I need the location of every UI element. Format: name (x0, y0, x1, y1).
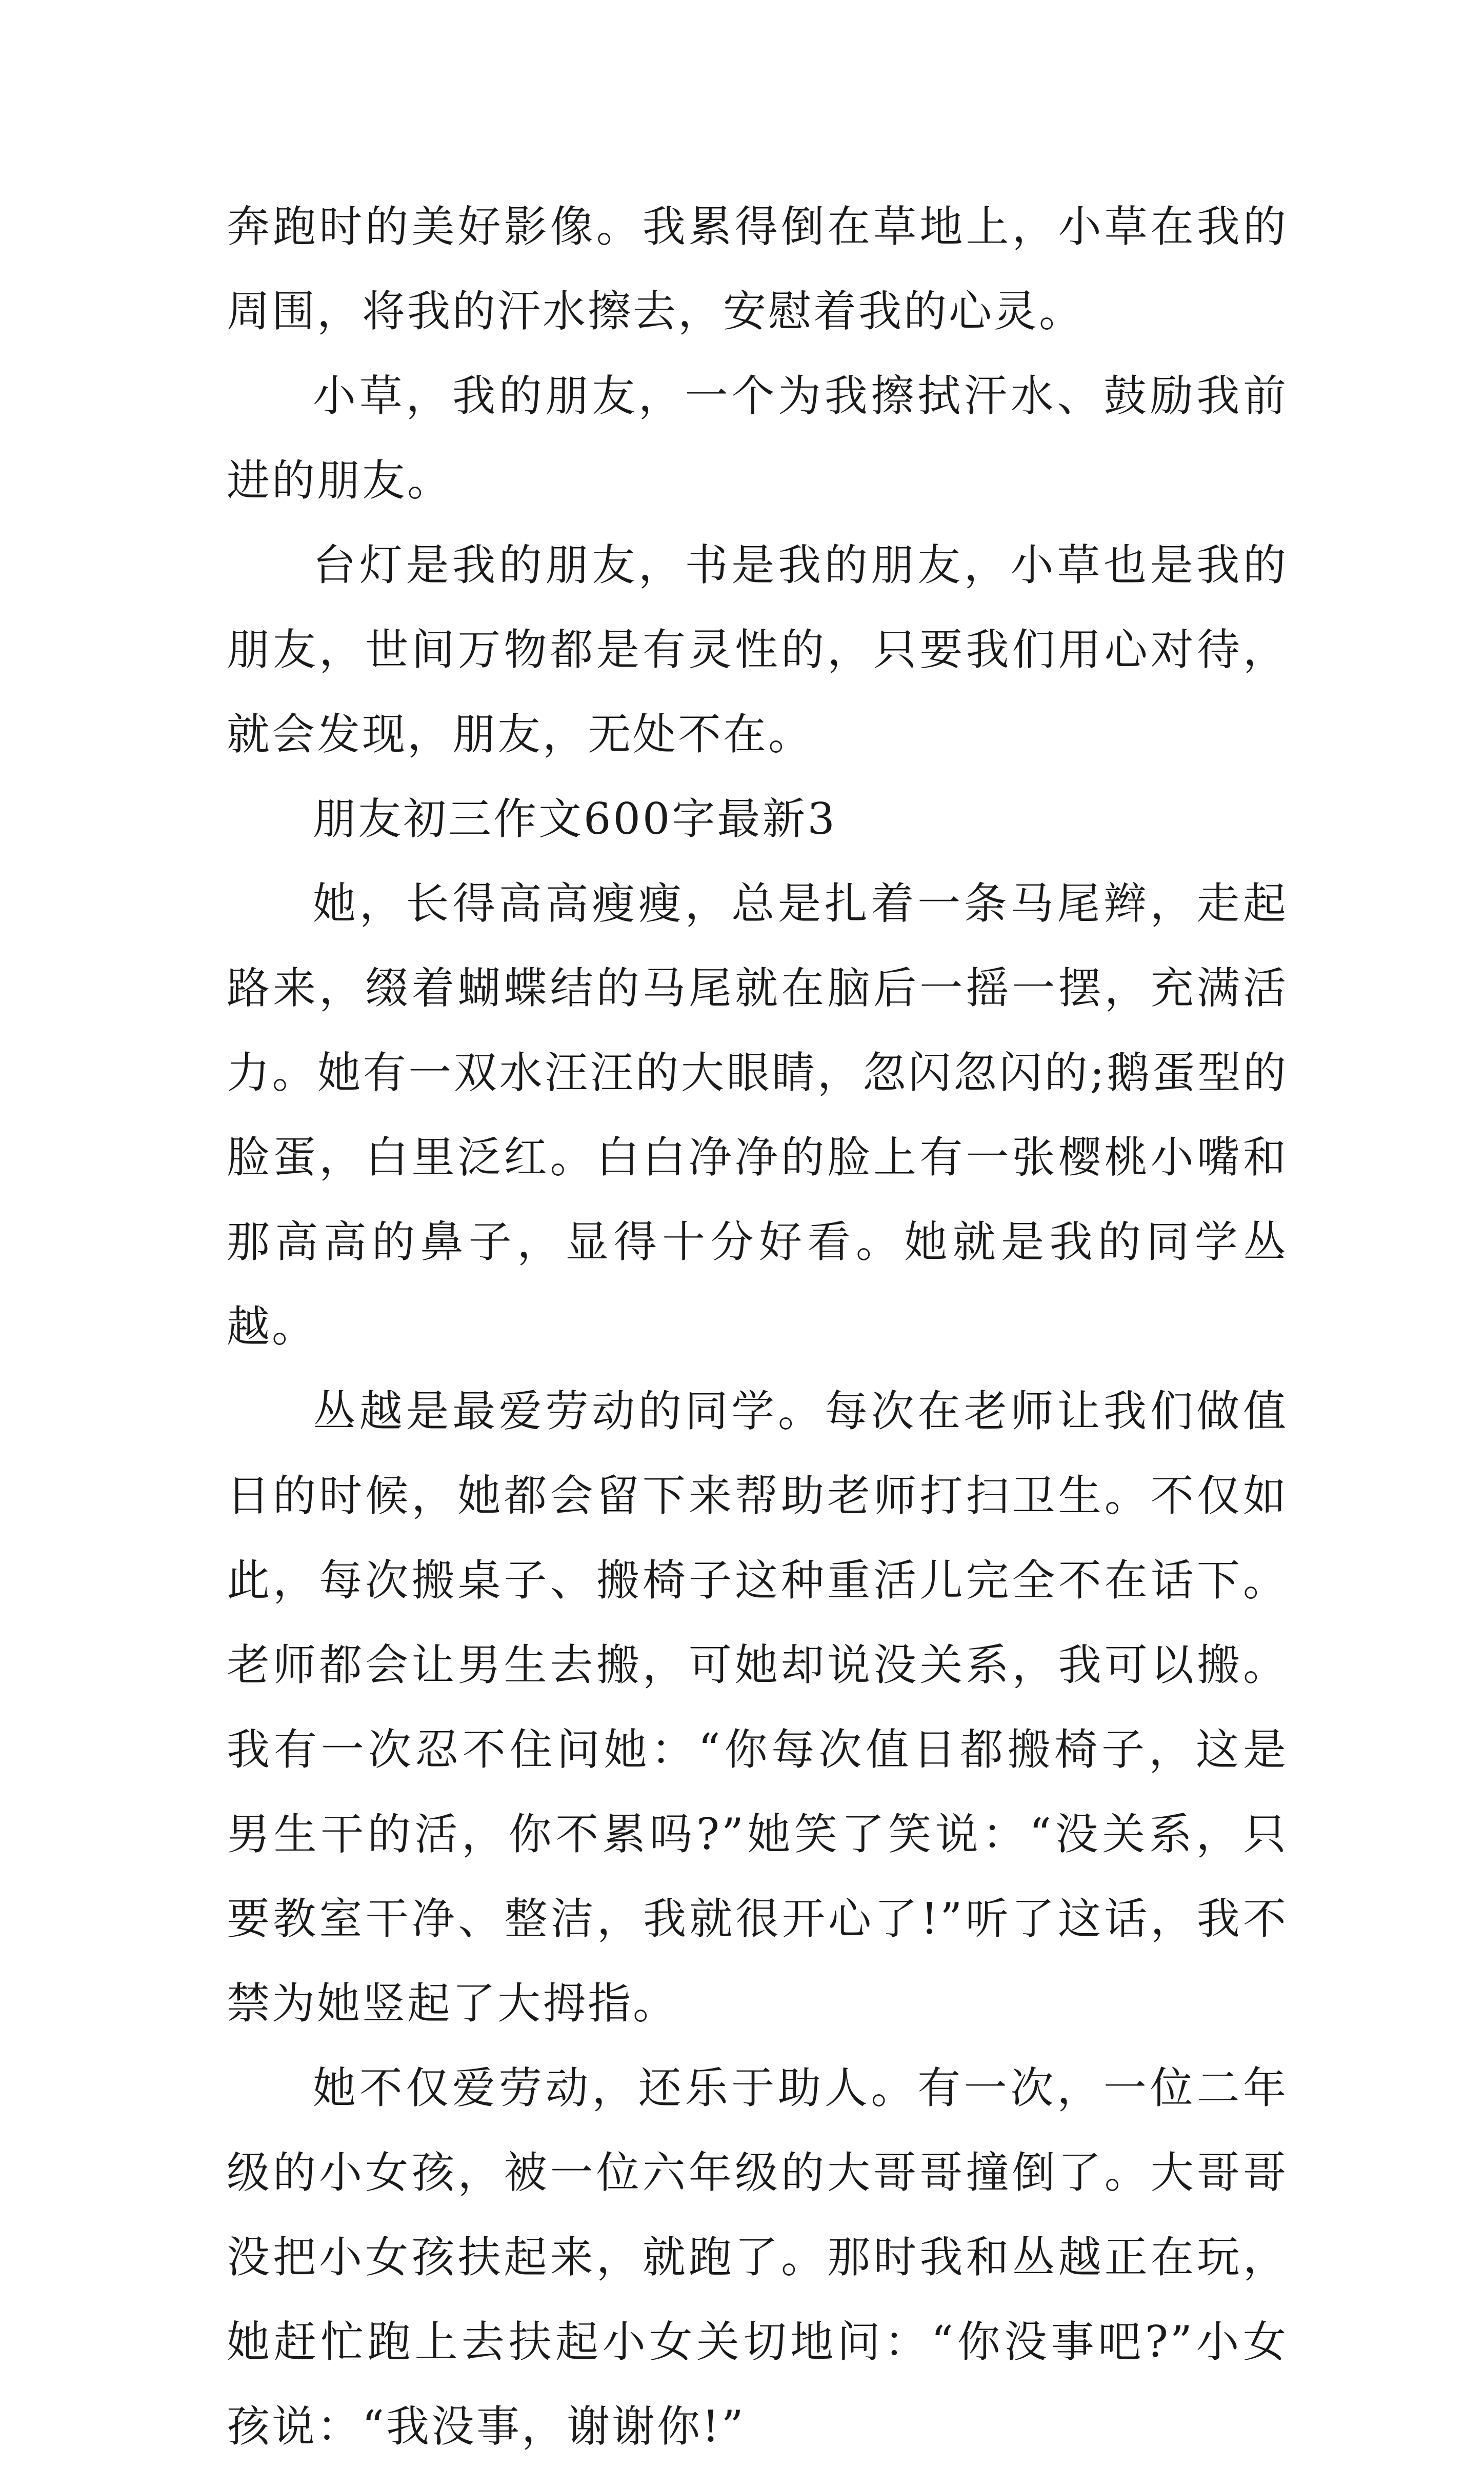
paragraph-1: 奔跑时的美好影像。我累得倒在草地上，小草在我的周围，将我的汗水擦去，安慰着我的心灵。 (227, 202, 1288, 336)
document-body (227, 185, 1288, 2469)
section-heading: 朋友初三作文600字最新3 (313, 794, 837, 844)
paragraph-5: 丛越是最爱劳动的同学。每次在老师让我们做值日的时候，她都会留下来帮助老师打扫卫生。不仅如此，每次搬桌子、搬椅子这种重活儿完全不在话下。老师都会让男生去搬，可她却说没关系，我可以搬。我有一次忍不住问她：“你每次值日都搬椅子，这是男生干的活，你不累吗?”她笑了笑说：“没关系，只要教室干净、整洁，我就很开心了!”听了这话，我不禁为她竖起了大拇指。 (227, 1386, 1288, 2029)
paragraph-6: 她不仅爱劳动，还乐于助人。有一次，一位二年级的小女孩，被一位六年级的大哥哥撞倒了。大哥哥没把小女孩扶起来，就跑了。那时我和丛越正在玩，她赶忙跑上去扶起小女关切地问：“你没事吧?”小女孩说：“我没事，谢谢你!” (227, 2063, 1288, 2452)
paragraph-2: 小草，我的朋友，一个为我擦拭汗水、鼓励我前进的朋友。 (227, 371, 1288, 506)
paragraph-4: 她，长得高高瘦瘦，总是扎着一条马尾辫，走起路来，缀着蝴蝶结的马尾就在脑后一摇一摆，充满活力。她有一双水汪汪的大眼睛，忽闪忽闪的;鹅蛋型的脸蛋，白里泛红。白白净净的脸上有一张樱桃小嘴和那高高的鼻子，显得十分好看。她就是我的同学丛越。 (227, 878, 1288, 1352)
paragraph-3: 台灯是我的朋友，书是我的朋友，小草也是我的朋友，世间万物都是有灵性的，只要我们用心对待，就会发现，朋友，无处不在。 (227, 540, 1288, 759)
